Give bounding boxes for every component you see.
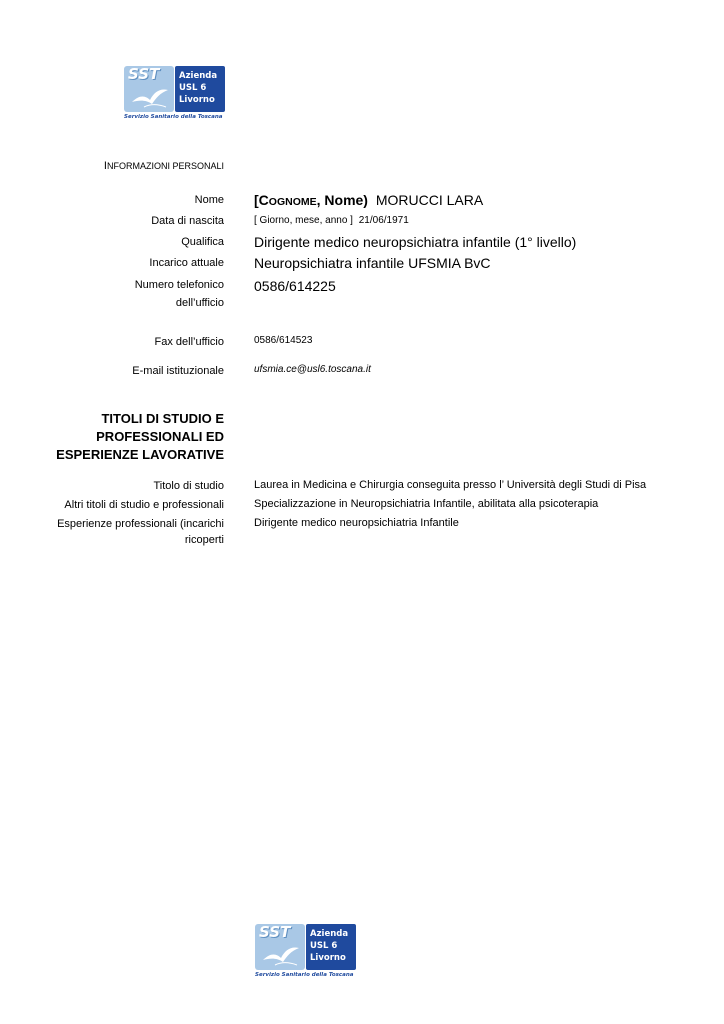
logo-line-2: USL 6 — [310, 941, 338, 951]
nome-prefix — [254, 192, 368, 208]
logo-line-1: Azienda — [310, 929, 349, 939]
footer-logo — [255, 924, 361, 984]
section2-line2: PROFESSIONALI ED — [96, 429, 224, 444]
section-title-education — [56, 410, 224, 464]
nome-prefix-small: OGNOME — [268, 196, 317, 208]
esperienze-label-line2: ricoperti — [184, 534, 224, 546]
header-logo — [124, 66, 230, 126]
sst-logo-mark — [255, 924, 305, 970]
qualifica-label: Qualifica — [181, 236, 224, 248]
nome-label: Nome — [194, 194, 224, 206]
telefono-value: 0586/614225 — [254, 278, 336, 294]
esperienze-label-line1: Esperienze professionali (incarichi — [57, 518, 224, 530]
altri-value: Specializzazione in Neuropsichiatria Infantile, abilitata alla psicoterapia — [254, 498, 599, 510]
telefono-label-line2: dell’ufficio — [175, 297, 224, 309]
nascita-value: 21/06/1971 — [358, 215, 409, 226]
titolo-value: Laurea in Medicina e Chirurgia conseguita presso l’ Università degli Studi di Pisa — [254, 479, 647, 491]
nome-field — [254, 192, 483, 208]
sst-logo-text: SST — [259, 924, 291, 941]
logo-line-3: Livorno — [179, 95, 215, 105]
nascita-hint: [ Giorno, mese, anno ] — [254, 215, 353, 226]
esperienze-value: Dirigente medico neuropsichiatria Infantile — [254, 517, 459, 529]
nascita-label: Data di nascita — [151, 215, 224, 227]
logo-title-box — [306, 924, 356, 970]
section2-line1: TITOLI DI STUDIO E — [101, 411, 224, 426]
sst-logo-mark — [124, 66, 174, 112]
logo-line-3: Livorno — [310, 953, 346, 963]
titolo-label: Titolo di studio — [153, 480, 224, 492]
fax-value: 0586/614523 — [254, 335, 313, 346]
sst-logo-text: SST — [128, 66, 160, 83]
bird-icon — [261, 938, 301, 968]
section-title-rest: NFORMAZIONI PERSONALI — [106, 161, 224, 171]
fax-label: Fax dell’ufficio — [154, 336, 224, 348]
nascita-field — [254, 215, 409, 226]
logo-line-2: USL 6 — [179, 83, 207, 93]
nome-prefix-open: [C — [254, 192, 269, 208]
logo-line-1: Azienda — [179, 71, 218, 81]
email-value[interactable]: ufsmia.ce@usl6.toscana.it — [254, 364, 371, 375]
telefono-label-line1: Numero telefonico — [134, 279, 224, 291]
nome-value: MORUCCI LARA — [375, 192, 484, 208]
section-title-personal-info — [104, 160, 224, 172]
incarico-value: Neuropsichiatra infantile UFSMIA BvC — [254, 255, 491, 271]
section2-line3: ESPERIENZE LAVORATIVE — [56, 447, 224, 462]
logo-caption: Servizio Sanitario della Toscana — [255, 972, 354, 978]
logo-title-box — [175, 66, 225, 112]
logo-caption: Servizio Sanitario della Toscana — [124, 114, 223, 120]
section-title-initial: I — [103, 160, 107, 172]
bird-icon — [130, 80, 170, 110]
incarico-label: Incarico attuale — [149, 257, 224, 269]
email-label: E-mail istituzionale — [132, 365, 224, 377]
nome-prefix-close: , Nome) — [316, 192, 368, 208]
qualifica-value: Dirigente medico neuropsichiatra infantile (1° livello) — [254, 234, 577, 250]
altri-label: Altri titoli di studio e professionali — [64, 499, 224, 511]
